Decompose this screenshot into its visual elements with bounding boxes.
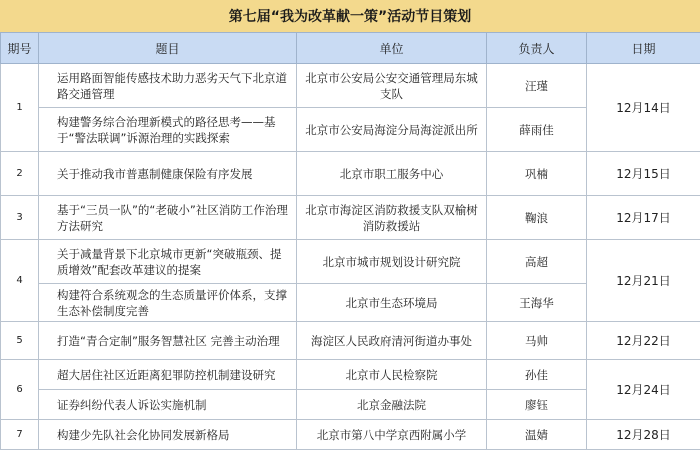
table-row xyxy=(1,360,700,390)
owner-cell: 廖钰 xyxy=(487,390,587,420)
header-num: 期号 xyxy=(1,33,39,64)
issue-number: 1 xyxy=(1,64,39,152)
owner-cell: 孙佳 xyxy=(487,360,587,390)
unit-cell: 北京市海淀区消防救援支队双榆树 消防救援站 xyxy=(297,196,487,240)
date-cell: 12月24日 xyxy=(587,360,700,420)
table-row xyxy=(1,322,700,360)
date-cell: 12月14日 xyxy=(587,64,700,152)
unit-cell: 北京市公安局公安交通管理局东城支队 xyxy=(297,64,487,108)
date-cell: 12月21日 xyxy=(587,240,700,322)
unit-cell: 北京市职工服务中心 xyxy=(297,152,487,196)
topic-cell: 打造“青合定制”服务智慧社区 完善主动治理 xyxy=(39,322,297,360)
owner-cell: 王海华 xyxy=(487,284,587,322)
issue-number: 2 xyxy=(1,152,39,196)
issue-number: 6 xyxy=(1,360,39,420)
issue-number: 5 xyxy=(1,322,39,360)
unit-cell: 北京市城市规划设计研究院 xyxy=(297,240,487,284)
owner-cell: 高超 xyxy=(487,240,587,284)
unit-cell: 北京金融法院 xyxy=(297,390,487,420)
topic-cell: 基于“三员一队”的“老破小”社区消防工作治理方法研究 xyxy=(39,196,297,240)
unit-cell: 北京市第八中学京西附属小学 xyxy=(297,420,487,450)
topic-cell: 运用路面智能传感技术助力恶劣天气下北京道路交通管理 xyxy=(39,64,297,108)
table-row xyxy=(1,64,700,108)
page-title: 第七届“我为改革献一策”活动节目策划 xyxy=(0,0,700,33)
header-date: 日期 xyxy=(587,33,700,64)
table-row xyxy=(1,420,700,450)
owner-cell: 温婧 xyxy=(487,420,587,450)
owner-cell: 鞠浪 xyxy=(487,196,587,240)
owner-cell: 马帅 xyxy=(487,322,587,360)
table-row xyxy=(1,152,700,196)
schedule-table xyxy=(0,32,700,450)
header-topic: 题目 xyxy=(39,33,297,64)
unit-cell: 北京市生态环境局 xyxy=(297,284,487,322)
topic-cell: 构建少先队社会化协同发展新格局 xyxy=(39,420,297,450)
header-unit: 单位 xyxy=(297,33,487,64)
topic-cell: 关于推动我市普惠制健康保险有序发展 xyxy=(39,152,297,196)
topic-cell: 关于减量背景下北京城市更新“突破瓶颈、提质增效”配套改革建议的提案 xyxy=(39,240,297,284)
owner-cell: 巩楠 xyxy=(487,152,587,196)
table-row xyxy=(1,240,700,284)
unit-cell: 北京市公安局海淀分局海淀派出所 xyxy=(297,108,487,152)
topic-cell: 超大居住社区近距离犯罪防控机制建设研究 xyxy=(39,360,297,390)
issue-number: 4 xyxy=(1,240,39,322)
date-cell: 12月22日 xyxy=(587,322,700,360)
header-owner: 负责人 xyxy=(487,33,587,64)
issue-number: 7 xyxy=(1,420,39,450)
date-cell: 12月17日 xyxy=(587,196,700,240)
table-row xyxy=(1,196,700,240)
topic-cell: 构建符合系统观念的生态质量评价体系，支撑生态补偿制度完善 xyxy=(39,284,297,322)
issue-number: 3 xyxy=(1,196,39,240)
unit-cell: 海淀区人民政府清河街道办事处 xyxy=(297,322,487,360)
topic-cell: 证券纠纷代表人诉讼实施机制 xyxy=(39,390,297,420)
date-cell: 12月28日 xyxy=(587,420,700,450)
unit-cell: 北京市人民检察院 xyxy=(297,360,487,390)
topic-cell: 构建警务综合治理新模式的路径思考——基于“警法联调”诉源治理的实践探索 xyxy=(39,108,297,152)
owner-cell: 汪瑾 xyxy=(487,64,587,108)
header-row xyxy=(1,33,700,64)
owner-cell: 薛雨佳 xyxy=(487,108,587,152)
date-cell: 12月15日 xyxy=(587,152,700,196)
